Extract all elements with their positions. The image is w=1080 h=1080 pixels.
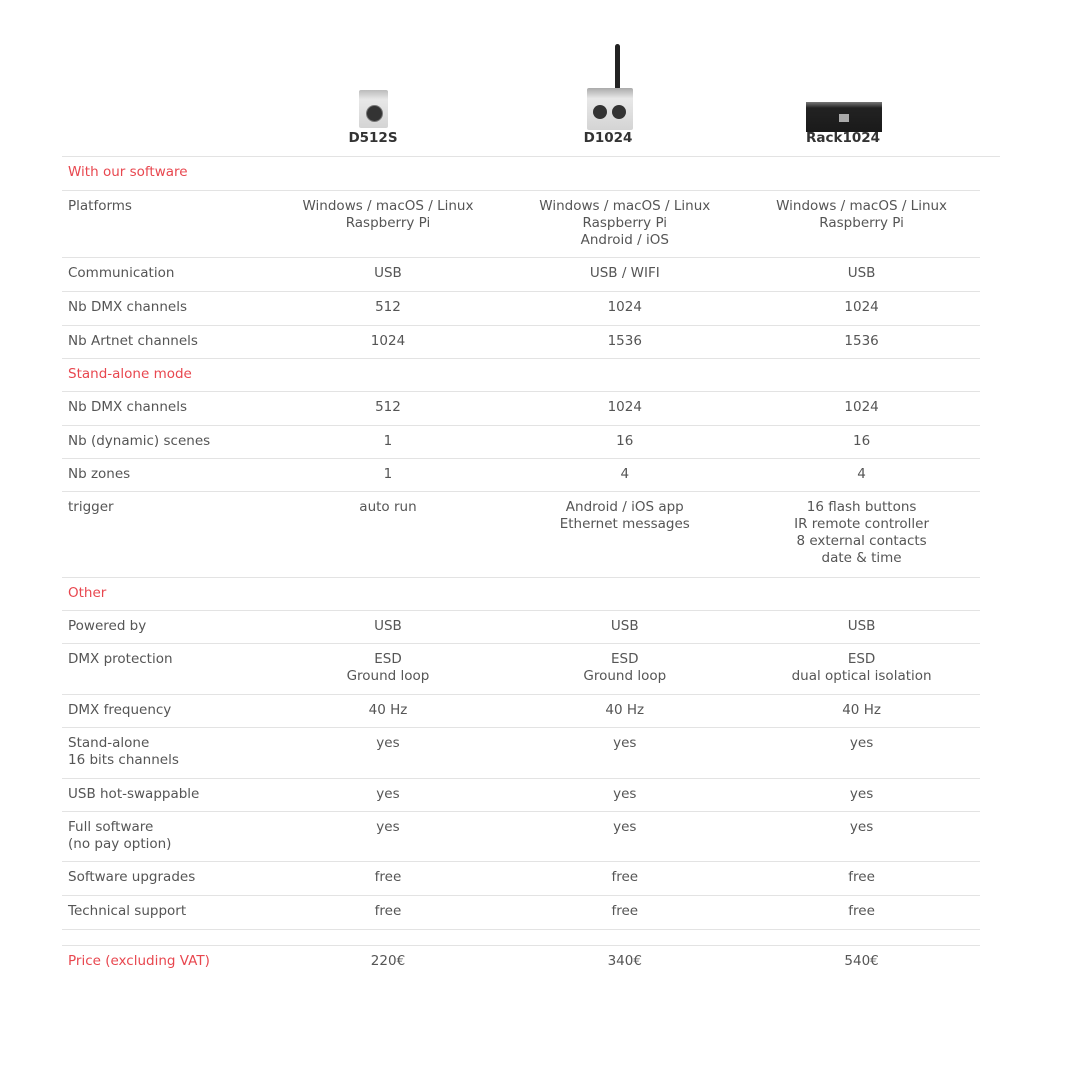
table-row — [62, 291, 980, 325]
table-row — [62, 325, 980, 358]
cell-line: 16 — [616, 432, 634, 449]
cell-line: free — [848, 868, 875, 885]
row-value — [270, 861, 507, 895]
row-label — [62, 458, 270, 491]
cell-line: yes — [613, 734, 637, 751]
row-value — [743, 643, 980, 694]
spacer-row — [62, 929, 980, 945]
row-value — [743, 610, 980, 643]
cell-line: (no pay option) — [68, 835, 172, 852]
cell-line: Windows / macOS / Linux — [776, 197, 948, 214]
cell-line: Ground loop — [583, 667, 667, 684]
row-value — [743, 325, 980, 358]
table-row — [62, 257, 980, 291]
row-value — [270, 257, 507, 291]
row-value — [506, 291, 743, 325]
cell-line: USB — [610, 617, 639, 634]
cell-line: Nb DMX channels — [68, 398, 187, 415]
table-row — [62, 811, 980, 861]
product-name: D512S — [348, 130, 398, 146]
cell-line: Nb zones — [68, 465, 131, 482]
row-value — [270, 778, 507, 811]
cell-line: free — [374, 868, 402, 885]
cell-line: USB — [847, 264, 876, 281]
section-header — [62, 577, 980, 610]
cell-line: 1 — [383, 465, 393, 482]
cell-line: 1536 — [607, 332, 642, 349]
cell-line: yes — [849, 734, 874, 751]
cell-line: 512 — [375, 298, 401, 315]
cell-line: Technical support — [68, 902, 187, 919]
cell-line: Windows / macOS / Linux — [539, 197, 711, 214]
row-value — [743, 391, 980, 425]
row-value — [506, 643, 743, 694]
cell-line: Raspberry Pi — [819, 214, 904, 231]
cell-line: Nb (dynamic) scenes — [68, 432, 211, 449]
row-value — [270, 694, 507, 727]
table-row — [62, 391, 980, 425]
row-value — [270, 458, 507, 491]
cell-line: yes — [376, 818, 400, 835]
product-name: D1024 — [583, 130, 633, 146]
cell-line: Communication — [68, 264, 175, 281]
price-row — [62, 945, 980, 978]
table-row — [62, 778, 980, 811]
row-value — [743, 257, 980, 291]
comparison-table — [62, 157, 980, 978]
price-value: 540€ — [844, 952, 879, 969]
cell-line: Windows / macOS / Linux — [302, 197, 474, 214]
row-label — [62, 491, 270, 577]
cell-line: yes — [849, 818, 874, 835]
price-value: 220€ — [370, 952, 406, 969]
row-value — [270, 391, 507, 425]
cell-line: yes — [613, 818, 637, 835]
row-value — [270, 643, 507, 694]
row-value — [743, 491, 980, 577]
cell-line: 40 Hz — [368, 701, 408, 718]
d1024-image — [587, 88, 633, 130]
cell-line: yes — [849, 785, 874, 802]
cell-line: USB — [374, 617, 402, 634]
row-value — [506, 694, 743, 727]
cell-line: yes — [376, 785, 400, 802]
cell-line: 16 flash buttons — [806, 498, 917, 515]
cell-line: Stand-alone — [68, 734, 150, 751]
row-label — [62, 425, 270, 458]
row-label — [62, 727, 270, 778]
cell-line: 1024 — [607, 398, 642, 415]
row-value — [506, 425, 743, 458]
cell-line: Nb Artnet channels — [68, 332, 198, 349]
table-row — [62, 491, 980, 577]
cell-line: Nb DMX channels — [68, 298, 187, 315]
table-row — [62, 727, 980, 778]
cell-line: 1024 — [844, 298, 879, 315]
row-value — [743, 811, 980, 861]
cell-line: 8 external contacts — [796, 532, 927, 549]
cell-line: Ground loop — [346, 667, 430, 684]
row-label — [62, 257, 270, 291]
row-value — [506, 458, 743, 491]
cell-line: Ethernet messages — [559, 515, 690, 532]
row-value — [743, 778, 980, 811]
cell-line: 40 Hz — [842, 701, 881, 718]
row-value — [270, 190, 507, 257]
cell-line: 16 — [852, 432, 871, 449]
table-row — [62, 425, 980, 458]
antenna-image — [615, 44, 620, 90]
row-value — [743, 861, 980, 895]
row-label — [62, 610, 270, 643]
row-value — [743, 895, 980, 929]
cell-line: auto run — [359, 498, 417, 515]
row-label — [62, 190, 270, 257]
cell-line: 4 — [620, 465, 630, 482]
price-label: Price (excluding VAT) — [68, 952, 210, 969]
row-value — [506, 491, 743, 577]
row-value — [506, 325, 743, 358]
cell-line: 1536 — [844, 332, 879, 349]
cell-line: Full software — [68, 818, 154, 835]
row-value — [270, 811, 507, 861]
table-row — [62, 643, 980, 694]
cell-line: free — [611, 868, 639, 885]
cell-line: Software upgrades — [68, 868, 196, 885]
cell-line: Android / iOS — [580, 231, 669, 248]
row-value — [506, 778, 743, 811]
cell-line: USB / WIFI — [589, 264, 660, 281]
row-value — [270, 325, 507, 358]
rack1024-image — [806, 102, 882, 132]
cell-line: free — [848, 902, 875, 919]
row-value — [506, 190, 743, 257]
row-value — [270, 425, 507, 458]
cell-line: USB — [374, 264, 402, 281]
row-value — [743, 291, 980, 325]
section-header — [62, 157, 980, 190]
row-value — [270, 491, 507, 577]
row-value — [506, 811, 743, 861]
row-value — [506, 895, 743, 929]
cell-line: free — [374, 902, 402, 919]
row-value — [506, 861, 743, 895]
cell-line: ESD — [374, 650, 402, 667]
row-value — [506, 727, 743, 778]
row-label — [62, 861, 270, 895]
row-label — [62, 895, 270, 929]
row-label — [62, 325, 270, 358]
row-value — [270, 610, 507, 643]
price-value: 340€ — [607, 952, 642, 969]
cell-line: USB hot-swappable — [68, 785, 200, 802]
cell-line: 512 — [375, 398, 401, 415]
section-title: Other — [62, 577, 980, 610]
cell-line: 4 — [857, 465, 866, 482]
row-label — [62, 694, 270, 727]
table-row — [62, 895, 980, 929]
cell-line: 1024 — [844, 398, 879, 415]
cell-line: 16 bits channels — [68, 751, 179, 768]
d512s-image — [359, 90, 388, 128]
cell-line: yes — [613, 785, 637, 802]
row-label — [62, 291, 270, 325]
cell-line: DMX frequency — [68, 701, 172, 718]
row-value — [506, 610, 743, 643]
table-row — [62, 861, 980, 895]
product-d1024 — [508, 0, 708, 157]
cell-line: DMX protection — [68, 650, 173, 667]
row-value — [743, 727, 980, 778]
cell-line: IR remote controller — [794, 515, 930, 532]
cell-line: Android / iOS app — [565, 498, 684, 515]
row-value — [743, 425, 980, 458]
cell-line: Raspberry Pi — [345, 214, 431, 231]
row-label — [62, 643, 270, 694]
cell-line: 1024 — [607, 298, 642, 315]
product-d512s — [273, 0, 473, 157]
cell-line: Platforms — [68, 197, 132, 214]
cell-line: Powered by — [68, 617, 147, 634]
row-value — [743, 458, 980, 491]
row-value — [506, 391, 743, 425]
cell-line: Raspberry Pi — [582, 214, 668, 231]
row-value — [743, 190, 980, 257]
table-row — [62, 610, 980, 643]
table-row — [62, 458, 980, 491]
table-row — [62, 694, 980, 727]
cell-line: 1024 — [370, 332, 406, 349]
row-value — [743, 694, 980, 727]
table-row — [62, 190, 980, 257]
section-title: Stand-alone mode — [62, 358, 980, 391]
cell-line: dual optical isolation — [791, 667, 932, 684]
cell-line: ESD — [847, 650, 876, 667]
row-label — [62, 391, 270, 425]
cell-line: yes — [376, 734, 400, 751]
row-label — [62, 811, 270, 861]
product-rack1024 — [743, 0, 943, 157]
cell-line: trigger — [68, 498, 114, 515]
row-value — [270, 727, 507, 778]
cell-line: ESD — [611, 650, 639, 667]
cell-line: USB — [847, 617, 876, 634]
section-header — [62, 358, 980, 391]
cell-line: 40 Hz — [605, 701, 645, 718]
row-value — [270, 291, 507, 325]
product-name: Rack1024 — [805, 130, 881, 146]
section-title: With our software — [62, 157, 980, 190]
row-value — [270, 895, 507, 929]
row-label — [62, 778, 270, 811]
row-value — [506, 257, 743, 291]
cell-line: free — [611, 902, 639, 919]
cell-line: date & time — [821, 549, 902, 566]
cell-line: 1 — [383, 432, 393, 449]
